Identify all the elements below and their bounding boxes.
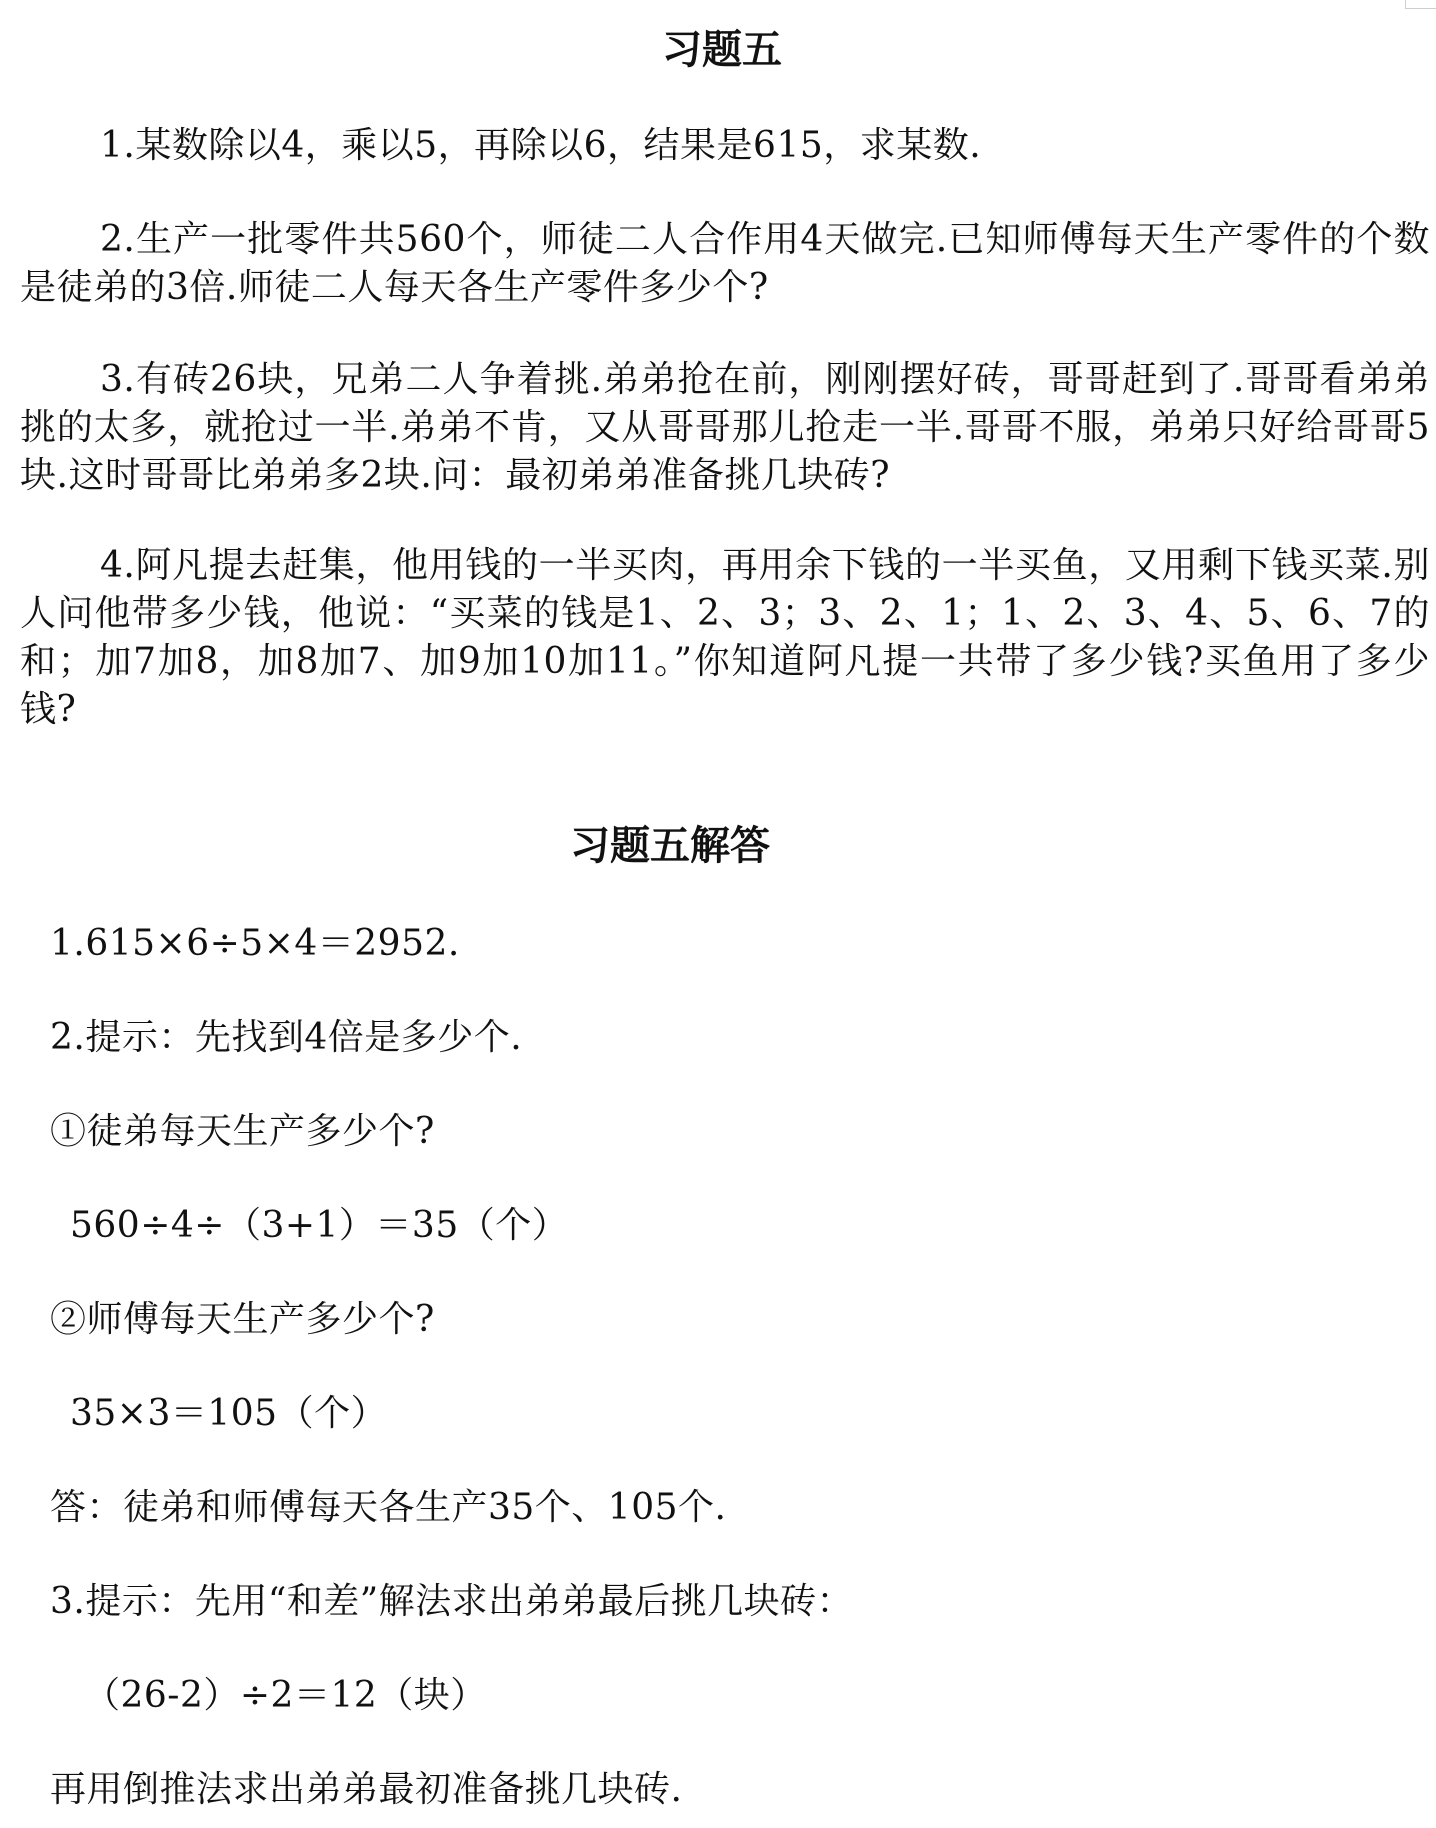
exercise-title: 习题五 xyxy=(662,26,782,73)
answer-line-8: 3.提示：先用“和差”解法求出弟弟最后挑几块砖： xyxy=(50,1581,854,1622)
answer-line-6: 35×3＝105（个） xyxy=(70,1393,388,1434)
answer-line-10: 再用倒推法求出弟弟最初准备挑几块砖. xyxy=(50,1769,683,1810)
answer-line-9: （26-2）÷2＝12（块） xyxy=(84,1675,487,1716)
answer-line-2: 2.提示：先找到4倍是多少个. xyxy=(50,1017,523,1058)
problem-3: 3.有砖26块，兄弟二人争着挑.弟弟抢在前，刚刚摆好砖，哥哥赶到了.哥哥看弟弟挑的太多，就抢过一半.弟弟不肯，又从哥哥那儿抢走一半.哥哥不服，弟弟只好给哥哥5块.这时哥哥比弟弟多2块.问：最初弟弟准备挑几块砖? xyxy=(20,359,1430,496)
answer-line-7: 答：徒弟和师傅每天各生产35个、105个. xyxy=(50,1487,727,1528)
answer-line-5: ②师傅每天生产多少个? xyxy=(50,1299,435,1340)
answers-title: 习题五解答 xyxy=(570,822,770,869)
problem-4: 4.阿凡提去赶集，他用钱的一半买肉，再用余下钱的一半买鱼，又用剩下钱买菜.别人问他带多少钱，他说：“买菜的钱是1、2、3；3、2、1；1、2、3、4、5、6、7的和；加7加8，加8加7、加9加10加11。”你知道阿凡提一共带了多少钱?买鱼用了多少钱? xyxy=(20,545,1430,730)
problem-1: 1.某数除以4，乘以5，再除以6，结果是615，求某数. xyxy=(100,125,982,166)
answer-line-4: 560÷4÷（3+1）＝35（个） xyxy=(70,1205,569,1246)
answer-line-3: ①徒弟每天生产多少个? xyxy=(50,1111,435,1152)
corner-mark xyxy=(1405,0,1436,9)
problem-2: 2.生产一批零件共560个，师徒二人合作用4天做完.已知师傅每天生产零件的个数是徒弟的3倍.师徒二人每天各生产零件多少个? xyxy=(20,219,1430,308)
answer-line-1: 1.615×6÷5×4＝2952. xyxy=(50,923,460,964)
